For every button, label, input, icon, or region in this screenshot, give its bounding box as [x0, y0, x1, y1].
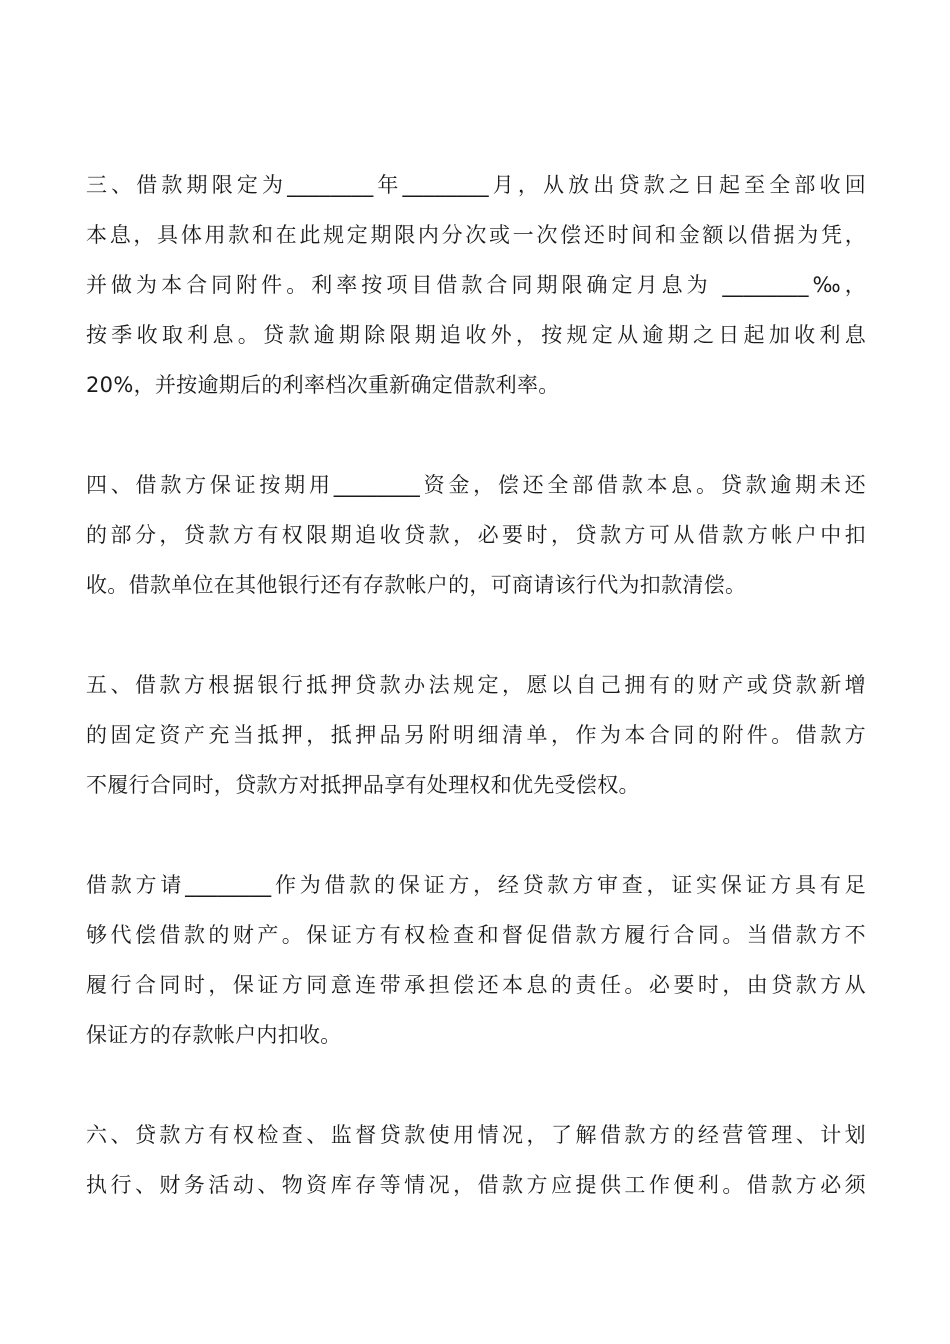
text-line: 四、借款方保证按期用________资金，偿还全部借款本息。贷款逾期未还 [86, 473, 866, 497]
clause-4-repayment [86, 460, 866, 610]
text-line: 履行合同时，保证方同意连带承担偿还本息的责任。必要时，由贷款方从 [86, 973, 866, 997]
text-line: 本息，具体用款和在此规定期限内分次或一次偿还时间和金额以借据为凭， [86, 223, 866, 247]
text-line: 并做为本合同附件。利率按项目借款合同期限确定月息为 ________‰， [86, 273, 866, 297]
text-line: 不履行合同时，贷款方对抵押品享有处理权和优先受偿权。 [86, 773, 640, 797]
text-line: 保证方的存款帐户内扣收。 [86, 1023, 342, 1047]
text-line: 的固定资产充当抵押，抵押品另附明细清单，作为本合同的附件。借款方 [86, 723, 866, 747]
text-line: 够代偿借款的财产。保证方有权检查和督促借款方履行合同。当借款方不 [86, 923, 866, 947]
text-line: 六、贷款方有权检查、监督贷款使用情况，了解借款方的经营管理、计划 [86, 1123, 866, 1147]
text-line: 五、借款方根据银行抵押贷款办法规定，愿以自己拥有的财产或贷款新增 [86, 673, 866, 697]
text-line: 按季收取利息。贷款逾期除限期追收外，按规定从逾期之日起加收利息 [86, 323, 866, 347]
clause-5-mortgage [86, 660, 866, 810]
clause-guarantor [86, 860, 866, 1060]
clause-6-supervision [86, 1110, 866, 1210]
text-line: 20%，并按逾期后的利率档次重新确定借款利率。 [86, 373, 560, 397]
text-line: 借款方请________作为借款的保证方，经贷款方审查，证实保证方具有足 [86, 873, 866, 897]
text-line: 执行、财务活动、物资库存等情况，借款方应提供工作便利。借款方必须 [86, 1173, 866, 1197]
text-line: 三、借款期限定为________年________月，从放出贷款之日起至全部收回 [86, 173, 866, 197]
text-line: 收。借款单位在其他银行还有存款帐户的，可商请该行代为扣款清偿。 [86, 573, 747, 597]
text-line: 的部分，贷款方有权限期追收贷款，必要时，贷款方可从借款方帐户中扣 [86, 523, 866, 547]
clause-3-loan-term [86, 160, 866, 410]
